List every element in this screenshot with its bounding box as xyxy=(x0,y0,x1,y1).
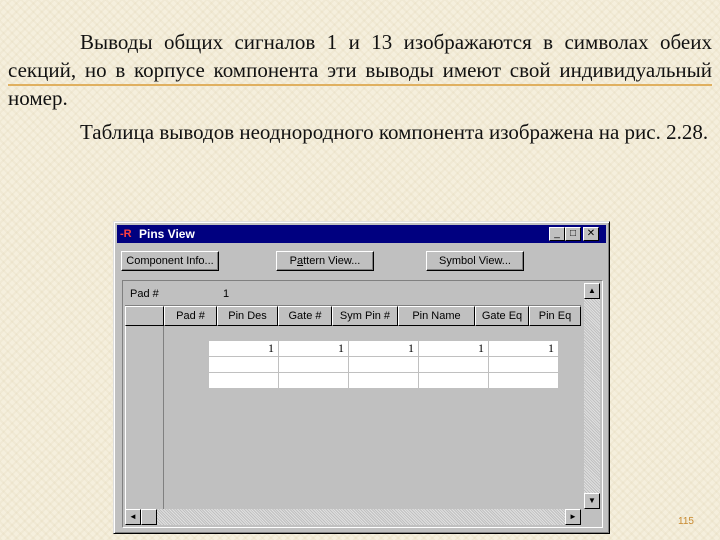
pad-number-value: 1 xyxy=(223,288,230,300)
text-underline-decoration xyxy=(8,84,712,86)
scroll-left-icon[interactable]: ◄ xyxy=(125,509,141,525)
pad-number-label: Pad # xyxy=(130,288,159,300)
table-cell[interactable] xyxy=(349,357,419,373)
symbol-view-button[interactable]: Symbol View... xyxy=(426,251,524,271)
pattern-view-label-rest: ttern View... xyxy=(303,255,361,267)
pad-number-row xyxy=(125,283,581,306)
table-cell[interactable]: 1 xyxy=(209,341,279,357)
row-header-column xyxy=(125,326,164,509)
column-header-pin-des[interactable]: Pin Des xyxy=(217,306,278,326)
table-cell[interactable]: 1 xyxy=(419,341,489,357)
maximize-button[interactable]: □ xyxy=(565,227,581,241)
paragraph-pin-table: Таблица выводов неоднородного компонента изображена на рис. 2.28. xyxy=(80,120,709,144)
scroll-up-icon[interactable]: ▲ xyxy=(584,283,600,299)
vertical-scrollbar[interactable] xyxy=(584,283,600,509)
table-cell[interactable]: 1 xyxy=(489,341,559,357)
component-app-icon: -R xyxy=(120,228,132,240)
table-cell[interactable]: 1 xyxy=(279,341,349,357)
column-header-pin-eq[interactable]: Pin Eq xyxy=(529,306,581,326)
title-bar[interactable] xyxy=(117,225,606,243)
table-cell[interactable] xyxy=(489,357,559,373)
component-info-button[interactable]: Component Info... xyxy=(121,251,219,271)
pattern-view-button[interactable] xyxy=(276,251,374,271)
scroll-down-icon[interactable]: ▼ xyxy=(584,493,600,509)
pins-grid xyxy=(122,280,603,528)
pins-data-table xyxy=(208,340,559,389)
table-cell[interactable] xyxy=(419,373,489,389)
corner-header-cell xyxy=(125,306,164,326)
column-header-pin-name[interactable]: Pin Name xyxy=(398,306,475,326)
table-row xyxy=(209,373,559,389)
table-cell[interactable] xyxy=(489,373,559,389)
table-row xyxy=(209,357,559,373)
pattern-view-label-start: P xyxy=(289,255,297,267)
paragraph-common-pins: Выводы общих сигналов 1 и 13 изображаются в символах обеих секций, но в корпусе компонента эти выводы имеют свой индивидуальный номер. xyxy=(8,30,712,110)
column-header-row xyxy=(125,306,581,326)
column-header-pad[interactable]: Pad # xyxy=(164,306,217,326)
table-cell[interactable] xyxy=(419,357,489,373)
column-header-sym-pin[interactable]: Sym Pin # xyxy=(332,306,398,326)
table-cell[interactable] xyxy=(209,373,279,389)
horizontal-scroll-thumb[interactable] xyxy=(141,509,157,525)
table-cell[interactable] xyxy=(209,357,279,373)
close-button[interactable]: ✕ xyxy=(583,227,599,241)
table-cell[interactable] xyxy=(279,357,349,373)
slide-number: 115 xyxy=(678,516,694,527)
column-header-gate-eq[interactable]: Gate Eq xyxy=(475,306,529,326)
window-title: Pins View xyxy=(139,227,195,241)
table-cell[interactable] xyxy=(279,373,349,389)
table-row xyxy=(209,341,559,357)
horizontal-scrollbar[interactable] xyxy=(125,509,581,525)
pattern-view-hotkey: a xyxy=(296,255,304,267)
table-cell[interactable] xyxy=(349,373,419,389)
table-cell[interactable]: 1 xyxy=(349,341,419,357)
minimize-button[interactable]: _ xyxy=(549,227,565,241)
scroll-right-icon[interactable]: ► xyxy=(565,509,581,525)
column-header-gate[interactable]: Gate # xyxy=(278,306,332,326)
